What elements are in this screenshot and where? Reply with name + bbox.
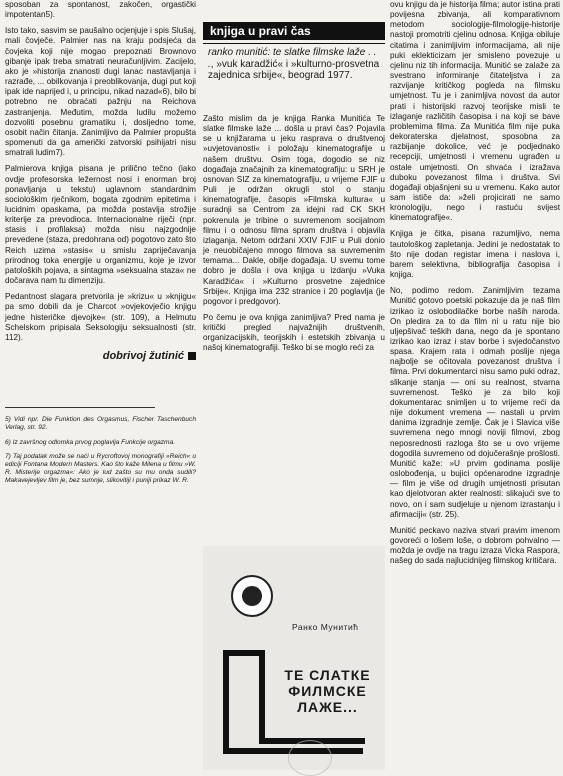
footnote: 5) Vidi npr. Die Funktion des Orgasmus, Fischer Taschenbuch Verlag, str. 92. (5, 416, 196, 432)
paragraph: No, podimo redom. Zanimljivim tezama Munitić gotovo poetski pokazuje da je naš film izrikao iz oslobodilačke borbe naših naroda. On pledira za to da film ni u ratu nije bio uljepšivač teških dana, nego da je spontano izrikao kao izraz i stav borbe i svjedočanstvo spasa. Krajem rata i odmah poslije njega najbolje se očitovala povezanost društva i filma. Prvi dokumentarci nisu samo puki odraz, slikanje stanja — oni su realnost, stvarna suvremenost. Teško je za bilo koji dokumentarac snimljen u to vrijeme reći da nije dokument vremena — nastali u prvim danima izgradnje zemlje. Čak je i Slavica više suvremena nego mnogi noviji filmovi, zbog neposrednosti razloga što se u ovo vrijeme dogodila suvremeno od dojučerašnje prošlosti. Munitić kaže: »U prvim godinama poslije oslobođenja, u bujici općenarodne izgradnje — film je više od drugih umjetnosti prisutan kao djelotvoran akter realnosti: slikajući sve to novo, on i sam sudjeluje u njenom izrastanju i afirmaciji« (str. 25). (390, 286, 560, 519)
paragraph: ovu knjigu da je historija filma; autor istina prati povijesna zbivanja, ali komparativnom metodom sociologije-filmologije-historije nastoji promotriti cjelinu odnosa. Knjiga obiluje citatima i zanimljivim informacijama, ali nije puki eklekticizam jer smisleno povezuje u cjelinu niz tih informacija. Munitić se zalaže za svestrano informiranje čitateljstva i za razvijanje kritičkog pogleda na filmsku umjetnost. Tu je i zanimljiva novost da autor prati i historijski razvoj teorijske misli te izlaganje različitih časopisa i na koji se bave problemima filma. Za Munitića film nije puka dekoraterska djelatnost, sposobna za razbijanje dokolice, već je podjednako recepciji, umjetnosti i vremenu ugrađen u ostale umjetnosti. On shvaća i izražava duboku povezanost filma i društva. Svi događaji objašnjeni su u vremenu. Kako autor sam ističe da: »želi projicirati ne samo kronologiju, nego i rastuću svijest kinematografije«. (390, 0, 560, 223)
paragraph: Zašto mislim da je knjiga Ranka Munitića Te slatke filmske laže ... došla u pravi čas? Pojavila se u knjižarama u jeku rasprava o društvenoj »uvjetovanosti« i položaju kinematografije u našem društvu. Osim toga, dogodio se niz događaja značajnih za kinematografiju: u SRH je osnovan SIZ za kinematografiju, u vrijeme FJIF u Puli je održan okrugli stol o stanju kinematografije, časopis »Filmska kultura« u suradnji sa Centrom za idejni rad CK SKH pokrenula je tribine o suvremenom socijalnom filmu i o odnosu filma spram društva i objavila izlaganja. Netom održani XXIV FJIF u Puli donio je neuobičajeno mnogo filmova sa suvremenim temama... Dakle, obilje događaja. U svemu tome dobro je došla i ova knjiga u izdanju »Vuka Karadžića« i »Kulturno prosvetne zajednice Srbije«. Knjiga ima 232 stranice i 20 poglavlja (je pogovor i predgovor). (203, 114, 385, 306)
footnote-divider (5, 407, 155, 408)
bib-publisher: »vuk karadžić« i »kulturno-prosvetna zajednica srbije«, beograd 1977. (208, 58, 380, 81)
author-signature (5, 351, 196, 361)
column-middle (203, 114, 385, 360)
signature-text: dobrivoj žutinić (102, 350, 184, 362)
cover-title: ТЕ СЛАТКЕ ФИЛМСКЕ ЛАЖЕ... (284, 667, 371, 715)
footnote: 6) Iz završnog odlomka prvog poglavlja Funkcije orgazma. (5, 438, 176, 446)
column-right (390, 0, 560, 572)
bib-title: te slatke filmske laže . . . (208, 47, 377, 70)
column-left (5, 0, 196, 492)
paragraph: Munitić peckavo naziva stvari pravim imenom govoreći o lošem loše, o dobrom pohvalno — možda je ovdje na tragu izraza Vicka Raspora, našeg do sada najlucidnijeg filmskog kritičara. (390, 525, 560, 566)
paragraph: Pedantnost slagara pretvorila je »krizu« u »knjigu« pa smo dobili da je Charcot »ovjekovječio knjigu jedne histeričke djevojke« (str. 109), a Helmutu Schelskom pripisala Seksologiju seksualnosti (str. 112). (5, 292, 196, 342)
footnote: 7) Taj podatak može se naći u Rycroftovoj monografiji »Reich« u ediciji Fontana Modern Masters. Kao što kaže Milena u filmu »W. R. Misterije orgazma«: Ako je lud zašto su mu onda sudili? Makavejevljev film je, bez sumnje, slikovitiji i puniji prikaz W. R. (5, 452, 196, 485)
library-stamp (288, 740, 332, 776)
paragraph: Palmierova knjiga pisana je prilično tečno (iako ovdje profesorska ležernost nosi i enorman broj ponavljanja u tekstu) uglavnom standardnim sociološkim rječnikom, bogata zgodnim epitetima i lucidnim opaskama, pa možda postavlja strožije kriterije za prevodioca. Internacionalne riječi (npr. stasis i profilaksa) možda nisu najzgodnije prevedene (staza, predohrana od) pogotovo zato što Reich uzima »stasis« u smislu zapriječavanja prirodnog toka energije u organizmu, koje je izvor patoloških pojava, a sintagma »seksualna staza« ne dočarava nam tu dimenziju. (5, 164, 196, 286)
cover-frame (223, 650, 229, 754)
paragraph: Isto tako, sasvim se paušalno ocjenjuje i spis Slušaj, mali čovječe. Palmier nas na kraju podsjeća da čovjeka koji nije mogao prepoznati Brownovo gibanje ipak treba smatrati neuračunljivim. Zacijelo, ako je »historija znanosti dugi lanac nastavljanja i razrađe, ... obilkovanja i preoblikovanja, dugi put koji ipak ide naprijed i, u principu, nikad nazad«6), bilo bi potrebno ne obraćati pažnju na Reichova zastranjenja. Međutim, možda ludilu možemo dozvoliti posebnu gramatiku i, dosljedno tome, osobit način čitanja. Zanimljivo da Palmier propušta spomenuti da ga američki zatvorski psihijatri nisu smatrali ludim7). (5, 26, 196, 158)
paragraph: Knjiga je čitka, pisana razumljivo, nema tautološkog zapletanja. Jedini je nedostatak to što nije dodan registar imena i naslova i, barem selektivna, bibliografija časopisa i knjiga. (390, 229, 560, 280)
bibliography: ranko munitić: te slatke filmske laže . . ., »vuk karadžić« i »kulturno-prosvetna zajednica srbije«, beograd 1977. (208, 47, 380, 81)
paragraph: sposoban za spontanost, zakočen, orgastički impotentan5). (5, 0, 196, 20)
bib-author: ranko munitić: (208, 47, 271, 58)
publisher-logo-icon (231, 575, 273, 617)
paragraph: Po čemu je ova knjiga zanimljiva? Pred nama je kritički pregled najvažnijih društvenih, organizacijskih, teorijskih i estetskih zbivanja u našoj kinematografiji. Teško bi se moglo reći za (203, 312, 385, 353)
cover-author: Ранко Мунитић (292, 622, 359, 632)
section-title: knjiga u pravi čas (210, 24, 311, 38)
header-rule (203, 43, 385, 44)
end-mark (188, 352, 196, 360)
